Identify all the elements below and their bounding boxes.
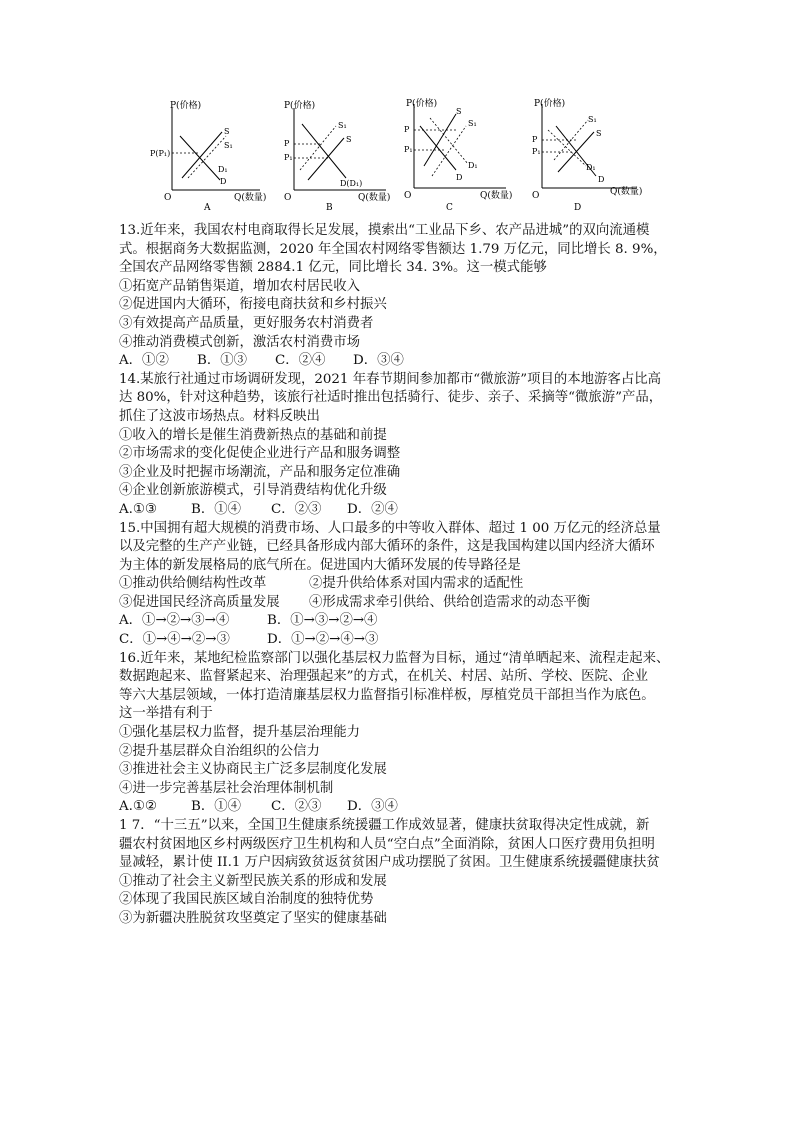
curve-label: D [598,175,605,184]
curve-label: S [224,127,230,136]
option-c[interactable]: C．②③ [271,501,322,517]
question-item: ①强化基层权力监督，提升基层治理能力 [119,725,361,741]
graph-letter: B [326,203,333,213]
price-label: P [404,125,410,134]
y-axis-label: P(价格) [284,101,316,111]
curve-label: D₁ [218,165,228,174]
origin-label: O [404,191,412,201]
curve-label: S [346,135,352,144]
question-item: ④进一步完善基层社会治理体制机制 [119,780,334,796]
curve-label: S₁ [224,141,233,150]
question-stem-line: 式。根据商务大数据监测，2020 年全国农村网络零售额达 1.79 万亿元，同比增长 8. 9%， [119,241,667,257]
question-item: ②市场需求的变化促使企业进行产品和服务调整 [119,446,401,462]
question-item: ③促进国民经济高质量发展 [119,594,280,610]
graph-letter: C [446,203,453,213]
origin-label: O [284,193,292,203]
question-item: ③为新疆决胜脱贫攻坚奠定了坚实的健康基础 [119,910,387,926]
answer-options [119,501,679,520]
question-item: ②提升供给体系对国内需求的适配性 [309,576,524,592]
origin-label: O [532,191,540,201]
option-d[interactable]: D．③④ [347,799,398,815]
option-d[interactable]: D．②④ [347,501,398,517]
option-c[interactable]: C．①→④→②→③ [119,632,230,648]
option-b[interactable]: B．①④ [191,799,242,815]
question-item-row [119,594,679,613]
question-stem-line: 15.中国拥有超大规模的消费市场、人口最多的中等收入群体、超过 1 00 万亿元的经济总量 [119,520,661,536]
question-stem-line: 13.近年来，我国农村电商取得长足发展，摸索出“工业品下乡、农产品进城”的双向流通模 [119,223,650,238]
question-stem-line: 疆农村贫困地区乡村两级医疗卫生机构和人员“空白点”全面消除，贫困人口医疗费用负担明 [119,836,655,852]
question-item: ④企业创新旅游模式，引导消费结构优化升级 [119,483,387,499]
graph-c [402,96,526,214]
price-label: P₁ [532,147,541,156]
question-stem-line: 达 80%，针对这种趋势，该旅行社适时推出包括骑行、徒步、亲子、采摘等“微旅游”产品， [119,390,663,406]
curve-label: S [456,107,462,116]
question-17 [119,817,679,929]
question-item: ①收入的增长是催生消费新热点的基础和前提 [119,427,387,443]
price-label: P [532,135,538,144]
question-stem-line: 1 7．“十三五”以来，全国卫生健康系统援疆工作成效显著，健康扶贫取得决定性成就，新 [119,818,650,833]
graph-a [150,96,274,214]
question-13 [119,222,679,371]
question-item: ②促进国内大循环，衔接电商扶贫和乡村振兴 [119,297,387,313]
option-a[interactable]: A．①② [119,353,169,369]
question-item: ③推进社会主义协商民主广泛多层制度化发展 [119,762,387,778]
x-axis-label: Q(数量) [610,187,643,197]
question-stem-line: 等六大基层领域，一体打造清廉基层权力监督指引标准样板，厚植党员干部担当作为底色。 [119,687,655,703]
option-a[interactable]: A.①② [119,799,157,815]
question-stem-line: 为主体的新发展格局的底气所在。促进国内大循环发展的传导路径是 [119,557,521,573]
question-stem-line: 抓住了这波市场热点。材料反映出 [119,408,320,424]
question-14 [119,371,679,520]
option-b[interactable]: B．①④ [191,501,242,517]
price-label: P₁ [284,153,293,162]
curve-label: S [596,129,602,138]
answer-options [119,631,679,650]
answer-options [119,612,679,631]
graph-b [278,96,402,214]
curve-label: D₁ [586,163,596,172]
curve-label: S₁ [588,115,597,124]
question-stem-line: 显减轻，累计使 II.1 万户因病致贫返贫贫困户成功摆脱了贫困。卫生健康系统援疆健康扶贫 [119,855,660,871]
option-a[interactable]: A．①→②→③→④ [119,613,230,629]
x-axis-label: Q(数量) [480,191,513,201]
option-b[interactable]: B．①③ [197,353,248,369]
answer-options [119,352,679,371]
origin-label: O [164,193,172,203]
curve-label: S₁ [468,119,477,128]
option-d[interactable]: D．①→②→④→③ [267,632,379,648]
question-stem-line: 全国农产品网络零售额 2884.1 亿元，同比增长 34. 3%。这一模式能够 [119,260,547,276]
answer-options [119,798,679,817]
question-15 [119,520,679,650]
curve-label: D [220,177,227,186]
price-label: P₁ [404,145,413,154]
question-16 [119,650,679,817]
option-b[interactable]: B．①→③→②→④ [267,613,378,629]
option-c[interactable]: C．②④ [275,353,326,369]
question-item: ②提升基层群众自治组织的公信力 [119,743,320,759]
question-item: ③企业及时把握市场潮流，产品和服务定位准确 [119,464,401,480]
y-axis-label: P(价格) [170,101,202,111]
curve-label: D₁ [468,161,478,170]
question-item: ④形成需求牵引供给、供给创造需求的动态平衡 [309,594,591,610]
curve-label: S₁ [338,121,347,130]
question-stem-line: 以及完整的生产产业链，已经具备形成内部大循环的条件，这是我国构建以国内经济大循环 [119,539,655,555]
curve-label: D [456,173,463,182]
question-item: ①推动供给侧结构性改革 [119,576,267,592]
question-item: ①推动了社会主义新型民族关系的形成和发展 [119,873,387,889]
question-item: ①拓宽产品销售渠道，增加农村居民收入 [119,278,361,294]
curve-label: D(D₁) [340,179,363,188]
question-item-row [119,575,679,594]
price-label: P [284,139,290,148]
question-item: ②体现了我国民族区域自治制度的独特优势 [119,892,374,908]
graph-d [526,96,650,214]
question-item: ④推动消费模式创新，激活农村消费市场 [119,334,361,350]
question-stem-line: 14.某旅行社通过市场调研发现，2021 年春节期间参加都市“微旅游”项目的本地游客占比高 [119,371,661,387]
option-c[interactable]: C．②③ [271,799,322,815]
question-stem-line: 16.近年来，某地纪检监察部门以强化基层权力监督为目标，通过“清单晒起来、流程走起来、 [119,650,670,666]
x-axis-label: Q(数量) [358,193,391,203]
graph-letter: A [204,203,211,213]
price-label: P(P₁) [150,149,171,158]
question-text [119,222,679,929]
option-a[interactable]: A.①③ [119,501,157,517]
option-d[interactable]: D．③④ [353,353,404,369]
supply-demand-graphs [150,96,650,214]
question-stem-line: 数据跑起来、监督紧起来、治理强起来”的方式，在机关、村居、站所、学校、医院、企业 [119,669,649,685]
question-item: ③有效提高产品质量，更好服务农村消费者 [119,315,374,331]
graph-letter: D [574,203,582,213]
y-axis-label: P(价格) [534,99,566,109]
x-axis-label: Q(数量) [234,193,267,203]
question-stem-line: 这一举措有利于 [119,706,213,722]
y-axis-label: P(价格) [406,99,438,109]
